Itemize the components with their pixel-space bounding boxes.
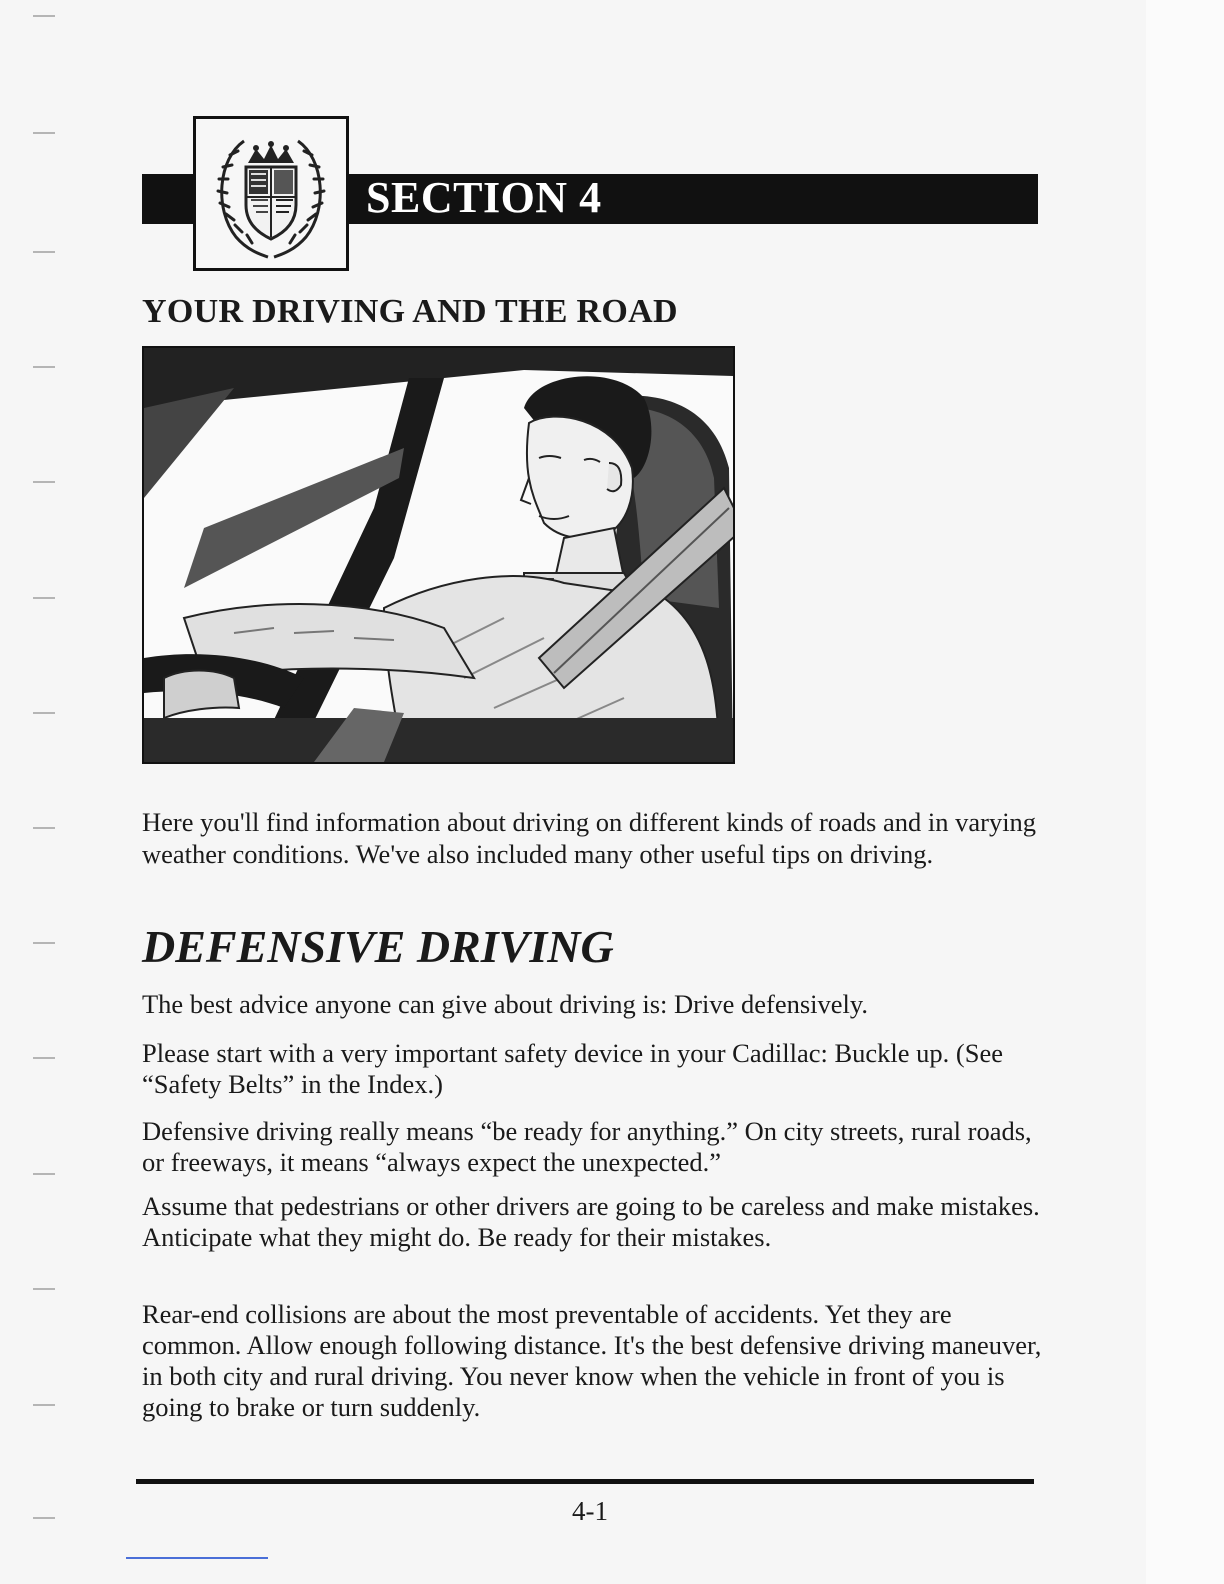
page-number: 4-1 <box>572 1496 608 1526</box>
binding-margin-ticks <box>0 0 80 1584</box>
margin-tick <box>33 366 55 368</box>
margin-tick <box>33 15 55 17</box>
body-paragraph: Assume that pedestrians or other drivers are going to be careless and make mistakes. Anticipate what they might do. Be ready for their mistakes. <box>142 1191 1040 1252</box>
margin-tick <box>33 481 55 483</box>
margin-tick <box>33 1173 55 1175</box>
cadillac-crest-wreath-icon <box>193 116 349 271</box>
scan-artifact-line <box>126 1557 268 1559</box>
margin-tick <box>33 597 55 599</box>
section-title: SECTION 4 <box>366 173 602 222</box>
margin-tick <box>33 1517 55 1519</box>
margin-tick <box>33 251 55 253</box>
margin-tick <box>33 132 55 134</box>
page-edge-shade <box>1146 0 1224 1584</box>
intro-paragraph: Here you'll find information about driving on different kinds of roads and in varying weather conditions. We've also included many other useful tips on driving. <box>142 807 1037 869</box>
page-heading: YOUR DRIVING AND THE ROAD <box>142 293 678 330</box>
margin-tick <box>33 827 55 829</box>
body-paragraph: Defensive driving really means “be ready for anything.” On city streets, rural roads, or freeways, it means “always expect the unexpected.” <box>142 1116 1032 1177</box>
defensive-driving-heading: DEFENSIVE DRIVING <box>142 921 614 972</box>
margin-tick <box>33 942 55 944</box>
footer-rule <box>136 1479 1034 1484</box>
body-paragraph: Please start with a very important safety device in your Cadillac: Buckle up. (See “Safety Belts” in the Index.) <box>142 1038 1003 1099</box>
margin-tick <box>33 1288 55 1290</box>
margin-tick <box>33 1057 55 1059</box>
driver-at-wheel-illustration <box>142 346 735 764</box>
margin-tick <box>33 1404 55 1406</box>
body-paragraph: The best advice anyone can give about driving is: Drive defensively. <box>142 989 869 1019</box>
margin-tick <box>33 712 55 714</box>
body-paragraph: Rear-end collisions are about the most preventable of accidents. Yet they are common. Allow enough following distance. It's the best defensive driving maneuver, in both city and rural driving. You never know when the vehicle in front of you is going to brake or turn suddenly. <box>142 1299 1042 1422</box>
